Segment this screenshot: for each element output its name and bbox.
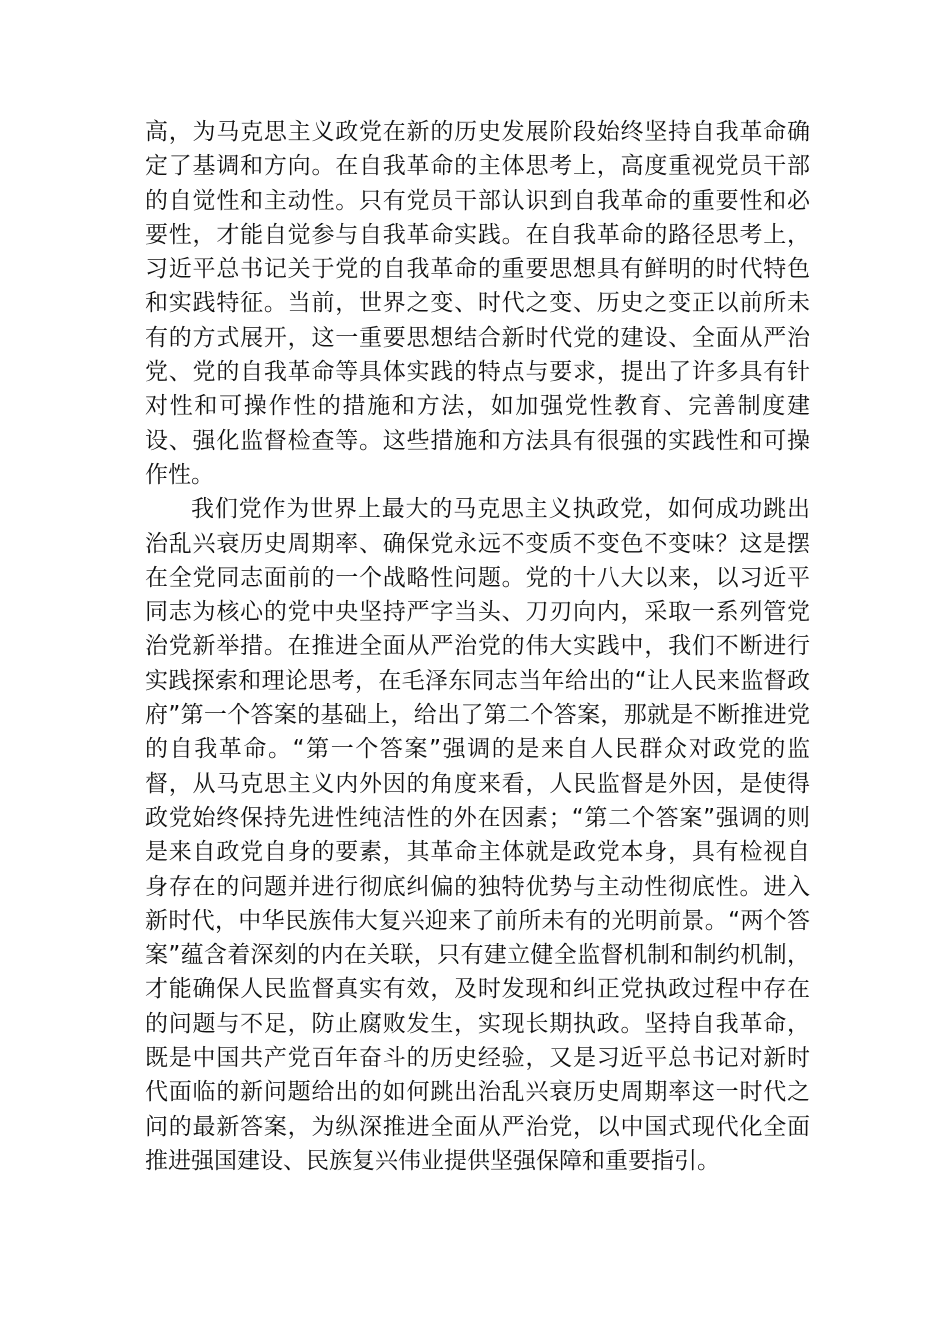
paragraph: 我们党作为世界上最大的马克思主义执政党，如何成功跳出治乱兴衰历史周期率、确保党永远不变质不变色不变味？这是摆在全党同志面前的一个战略性问题。党的十八大以来，以习近平同志为核心的党中央坚持严字当头、刀刃向内，采取一系列管党治党新举措。在推进全面从严治党的伟大实践中，我们不断进行实践探索和理论思考，在毛泽东同志当年给出的“让人民来监督政府”第一个答案的基础上，给出了第二个答案，那就是不断推进党的自我革命。“第一个答案”强调的是来自人民群众对政党的监督，从马克思主义内外因的角度来看，人民监督是外因，是使得政党始终保持先进性纯洁性的外在因素；“第二个答案”强调的则是来自政党自身的要素，其革命主体就是政党本身，具有检视自身存在的问题并进行彻底纠偏的独特优势与主动性彻底性。进入新时代，中华民族伟大复兴迎来了前所未有的光明前景。“两个答案”蕴含着深刻的内在关联，只有建立健全监督机制和制约机制，才能确保人民监督真实有效，及时发现和纠正党执政过程中存在的问题与不足，防止腐败发生，实现长期执政。坚持自我革命，既是中国共产党百年奋斗的历史经验，又是习近平总书记对新时代面临的新问题给出的如何跳出治乱兴衰历史周期率这一时代之问的最新答案，为纵深推进全面从严治党，以中国式现代化全面推进强国建设、民族复兴伟业提供坚强保障和重要指引。 bbox=[145, 496, 810, 1174]
paragraph-continuation: 高，为马克思主义政党在新的历史发展阶段始终坚持自我革命确定了基调和方向。在自我革命的主体思考上，高度重视党员干部的自觉性和主动性。只有党员干部认识到自我革命的重要性和必要性，才能自觉参与自我革命实践。在自我革命的路径思考上，习近平总书记关于党的自我革命的重要思想具有鲜明的时代特色和实践特征。当前，世界之变、时代之变、历史之变正以前所未有的方式展开，这一重要思想结合新时代党的建设、全面从严治党、党的自我革命等具体实践的特点与要求，提出了许多具有针对性和可操作性的措施和方法，如加强党性教育、完善制度建设、强化监督检查等。这些措施和方法具有很强的实践性和可操作性。 bbox=[145, 119, 810, 488]
body-text bbox=[145, 115, 810, 1178]
